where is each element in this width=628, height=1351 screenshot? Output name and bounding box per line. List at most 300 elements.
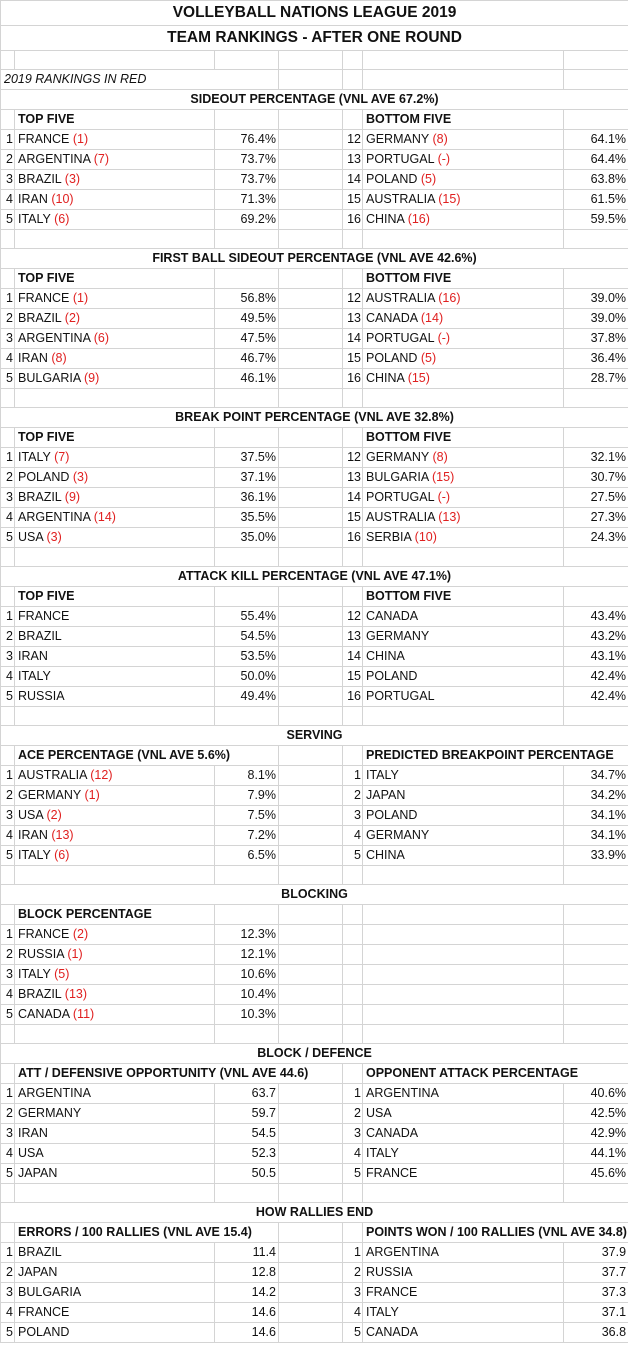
value-cell[interactable]: 30.7% bbox=[564, 468, 628, 488]
cell[interactable] bbox=[564, 707, 628, 726]
cell[interactable] bbox=[279, 846, 343, 866]
rank-cell[interactable]: 5 bbox=[343, 1164, 363, 1184]
rank-cell[interactable]: 5 bbox=[343, 1323, 363, 1343]
team-cell[interactable] bbox=[363, 1283, 564, 1303]
team-cell[interactable] bbox=[15, 369, 215, 389]
cell[interactable] bbox=[215, 269, 279, 289]
value-cell[interactable]: 7.2% bbox=[215, 826, 279, 846]
cell[interactable] bbox=[279, 70, 343, 90]
left-list-header[interactable]: TOP FIVE bbox=[15, 110, 215, 130]
cell[interactable] bbox=[279, 945, 343, 965]
team-cell[interactable] bbox=[363, 349, 564, 369]
cell[interactable] bbox=[564, 230, 628, 249]
rank-cell[interactable]: 2 bbox=[1, 468, 15, 488]
value-cell[interactable]: 49.5% bbox=[215, 309, 279, 329]
value-cell[interactable]: 59.7 bbox=[215, 1104, 279, 1124]
cell[interactable] bbox=[343, 866, 363, 885]
value-cell[interactable]: 42.5% bbox=[564, 1104, 628, 1124]
value-cell[interactable]: 10.6% bbox=[215, 965, 279, 985]
cell[interactable] bbox=[1, 1184, 15, 1203]
cell[interactable] bbox=[15, 389, 215, 408]
rank-cell[interactable]: 1 bbox=[343, 1243, 363, 1263]
team-cell[interactable] bbox=[15, 667, 215, 687]
value-cell[interactable]: 36.1% bbox=[215, 488, 279, 508]
rank-cell[interactable] bbox=[343, 945, 363, 965]
team-cell[interactable] bbox=[363, 329, 564, 349]
cell[interactable] bbox=[1, 1064, 15, 1084]
value-cell[interactable]: 71.3% bbox=[215, 190, 279, 210]
value-cell[interactable]: 37.5% bbox=[215, 448, 279, 468]
team-cell[interactable] bbox=[363, 945, 564, 965]
rank-cell[interactable]: 5 bbox=[1, 1005, 15, 1025]
value-cell[interactable]: 7.5% bbox=[215, 806, 279, 826]
rank-cell[interactable]: 13 bbox=[343, 309, 363, 329]
rank-cell[interactable]: 5 bbox=[1, 528, 15, 548]
cell[interactable] bbox=[279, 1184, 343, 1203]
rank-cell[interactable]: 12 bbox=[343, 448, 363, 468]
cell[interactable] bbox=[564, 1184, 628, 1203]
rank-cell[interactable]: 3 bbox=[1, 329, 15, 349]
rank-cell[interactable]: 3 bbox=[343, 1283, 363, 1303]
cell[interactable] bbox=[215, 70, 279, 90]
rank-cell[interactable]: 5 bbox=[1, 1323, 15, 1343]
rank-cell[interactable]: 2 bbox=[1, 309, 15, 329]
cell[interactable] bbox=[363, 1025, 564, 1044]
team-cell[interactable] bbox=[15, 806, 215, 826]
cell[interactable] bbox=[1, 230, 15, 249]
rank-cell[interactable]: 4 bbox=[343, 1144, 363, 1164]
cell[interactable] bbox=[215, 428, 279, 448]
value-cell[interactable]: 34.1% bbox=[564, 826, 628, 846]
value-cell[interactable]: 36.4% bbox=[564, 349, 628, 369]
value-cell[interactable]: 37.3 bbox=[564, 1283, 628, 1303]
team-cell[interactable] bbox=[363, 627, 564, 647]
cell[interactable] bbox=[15, 866, 215, 885]
cell[interactable] bbox=[1, 428, 15, 448]
cell[interactable] bbox=[279, 1283, 343, 1303]
cell[interactable] bbox=[1, 1223, 15, 1243]
rank-cell[interactable]: 4 bbox=[1, 985, 15, 1005]
section-title[interactable]: BLOCKING bbox=[1, 885, 628, 905]
rank-cell[interactable]: 5 bbox=[1, 369, 15, 389]
rank-cell[interactable]: 13 bbox=[343, 468, 363, 488]
value-cell[interactable]: 43.1% bbox=[564, 647, 628, 667]
value-cell[interactable]: 40.6% bbox=[564, 1084, 628, 1104]
team-cell[interactable] bbox=[15, 687, 215, 707]
value-cell[interactable] bbox=[564, 925, 628, 945]
cell[interactable] bbox=[564, 905, 628, 925]
cell[interactable] bbox=[279, 528, 343, 548]
rank-cell[interactable]: 2 bbox=[1, 945, 15, 965]
rank-cell[interactable]: 15 bbox=[343, 667, 363, 687]
cell[interactable] bbox=[279, 190, 343, 210]
team-cell[interactable] bbox=[15, 1005, 215, 1025]
left-list-header[interactable]: BLOCK PERCENTAGE bbox=[15, 905, 215, 925]
team-cell[interactable] bbox=[15, 985, 215, 1005]
rank-cell[interactable]: 1 bbox=[1, 925, 15, 945]
rank-cell[interactable]: 1 bbox=[1, 130, 15, 150]
team-cell[interactable] bbox=[15, 965, 215, 985]
team-cell[interactable] bbox=[363, 925, 564, 945]
rank-cell[interactable]: 5 bbox=[1, 687, 15, 707]
cell[interactable] bbox=[279, 1303, 343, 1323]
cell[interactable] bbox=[279, 1084, 343, 1104]
value-cell[interactable]: 12.8 bbox=[215, 1263, 279, 1283]
cell[interactable] bbox=[564, 428, 628, 448]
cell[interactable] bbox=[215, 1184, 279, 1203]
team-cell[interactable] bbox=[363, 1084, 564, 1104]
cell[interactable] bbox=[15, 230, 215, 249]
team-cell[interactable] bbox=[15, 925, 215, 945]
value-cell[interactable]: 47.5% bbox=[215, 329, 279, 349]
cell[interactable] bbox=[15, 1184, 215, 1203]
cell[interactable] bbox=[279, 627, 343, 647]
team-cell[interactable] bbox=[15, 846, 215, 866]
rank-cell[interactable]: 3 bbox=[1, 1283, 15, 1303]
team-cell[interactable] bbox=[363, 468, 564, 488]
team-cell[interactable] bbox=[15, 786, 215, 806]
left-list-header[interactable]: ACE PERCENTAGE (VNL AVE 5.6%) bbox=[15, 746, 279, 766]
cell[interactable] bbox=[363, 51, 564, 70]
team-cell[interactable] bbox=[363, 687, 564, 707]
rank-cell[interactable]: 2 bbox=[1, 1263, 15, 1283]
value-cell[interactable]: 32.1% bbox=[564, 448, 628, 468]
cell[interactable] bbox=[279, 707, 343, 726]
cell[interactable] bbox=[279, 985, 343, 1005]
cell[interactable] bbox=[1, 1025, 15, 1044]
cell[interactable] bbox=[1, 587, 15, 607]
rank-cell[interactable] bbox=[343, 925, 363, 945]
left-list-header[interactable]: TOP FIVE bbox=[15, 428, 215, 448]
team-cell[interactable] bbox=[15, 150, 215, 170]
team-cell[interactable] bbox=[15, 1164, 215, 1184]
value-cell[interactable]: 37.9 bbox=[564, 1243, 628, 1263]
team-cell[interactable] bbox=[15, 1144, 215, 1164]
rank-cell[interactable]: 15 bbox=[343, 190, 363, 210]
value-cell[interactable]: 42.9% bbox=[564, 1124, 628, 1144]
section-title[interactable]: HOW RALLIES END bbox=[1, 1203, 628, 1223]
cell[interactable] bbox=[363, 707, 564, 726]
value-cell[interactable]: 14.2 bbox=[215, 1283, 279, 1303]
cell[interactable] bbox=[1, 269, 15, 289]
team-cell[interactable] bbox=[363, 289, 564, 309]
team-cell[interactable] bbox=[15, 329, 215, 349]
rank-cell[interactable]: 15 bbox=[343, 508, 363, 528]
value-cell[interactable]: 42.4% bbox=[564, 667, 628, 687]
cell[interactable] bbox=[279, 488, 343, 508]
left-list-header[interactable]: TOP FIVE bbox=[15, 269, 215, 289]
cell[interactable] bbox=[279, 687, 343, 707]
value-cell[interactable]: 73.7% bbox=[215, 170, 279, 190]
team-cell[interactable] bbox=[15, 1283, 215, 1303]
cell[interactable] bbox=[279, 468, 343, 488]
cell[interactable] bbox=[279, 51, 343, 70]
value-cell[interactable]: 43.2% bbox=[564, 627, 628, 647]
rank-cell[interactable]: 4 bbox=[343, 826, 363, 846]
team-cell[interactable] bbox=[363, 806, 564, 826]
cell[interactable] bbox=[279, 150, 343, 170]
value-cell[interactable]: 64.4% bbox=[564, 150, 628, 170]
rank-cell[interactable]: 12 bbox=[343, 607, 363, 627]
cell[interactable] bbox=[279, 1144, 343, 1164]
right-list-header[interactable]: PREDICTED BREAKPOINT PERCENTAGE bbox=[363, 746, 628, 766]
cell[interactable] bbox=[15, 548, 215, 567]
team-cell[interactable] bbox=[363, 1303, 564, 1323]
team-cell[interactable] bbox=[363, 130, 564, 150]
value-cell[interactable] bbox=[564, 965, 628, 985]
cell[interactable] bbox=[564, 269, 628, 289]
sheet-title[interactable]: VOLLEYBALL NATIONS LEAGUE 2019 bbox=[1, 1, 628, 26]
rank-cell[interactable]: 3 bbox=[1, 965, 15, 985]
cell[interactable] bbox=[343, 428, 363, 448]
value-cell[interactable]: 55.4% bbox=[215, 607, 279, 627]
cell[interactable] bbox=[279, 905, 343, 925]
rank-cell[interactable]: 2 bbox=[343, 1263, 363, 1283]
value-cell[interactable]: 6.5% bbox=[215, 846, 279, 866]
team-cell[interactable] bbox=[363, 170, 564, 190]
cell[interactable] bbox=[343, 707, 363, 726]
rank-cell[interactable]: 2 bbox=[1, 786, 15, 806]
team-cell[interactable] bbox=[363, 309, 564, 329]
team-cell[interactable] bbox=[15, 448, 215, 468]
rank-cell[interactable]: 4 bbox=[1, 508, 15, 528]
right-list-header[interactable]: POINTS WON / 100 RALLIES (VNL AVE 34.8) bbox=[363, 1223, 628, 1243]
team-cell[interactable] bbox=[15, 309, 215, 329]
rank-cell[interactable] bbox=[343, 985, 363, 1005]
value-cell[interactable]: 45.6% bbox=[564, 1164, 628, 1184]
cell[interactable] bbox=[1, 110, 15, 130]
value-cell[interactable]: 35.5% bbox=[215, 508, 279, 528]
cell[interactable] bbox=[279, 170, 343, 190]
cell[interactable] bbox=[279, 925, 343, 945]
cell[interactable] bbox=[279, 1164, 343, 1184]
team-cell[interactable] bbox=[15, 1084, 215, 1104]
rank-cell[interactable]: 16 bbox=[343, 687, 363, 707]
team-cell[interactable] bbox=[363, 1005, 564, 1025]
cell[interactable] bbox=[215, 548, 279, 567]
rank-cell[interactable]: 2 bbox=[1, 150, 15, 170]
cell[interactable] bbox=[343, 269, 363, 289]
team-cell[interactable] bbox=[363, 1323, 564, 1343]
team-cell[interactable] bbox=[15, 488, 215, 508]
cell[interactable] bbox=[279, 230, 343, 249]
value-cell[interactable] bbox=[564, 945, 628, 965]
cell[interactable] bbox=[343, 1184, 363, 1203]
rank-cell[interactable]: 14 bbox=[343, 170, 363, 190]
cell[interactable] bbox=[279, 806, 343, 826]
cell[interactable] bbox=[564, 70, 628, 90]
cell[interactable] bbox=[279, 548, 343, 567]
left-list-header[interactable]: ATT / DEFENSIVE OPPORTUNITY (VNL AVE 44.6) bbox=[15, 1064, 343, 1084]
team-cell[interactable] bbox=[363, 190, 564, 210]
cell[interactable] bbox=[343, 905, 363, 925]
value-cell[interactable]: 34.2% bbox=[564, 786, 628, 806]
team-cell[interactable] bbox=[363, 1124, 564, 1144]
team-cell[interactable] bbox=[363, 965, 564, 985]
cell[interactable] bbox=[215, 866, 279, 885]
rank-cell[interactable]: 5 bbox=[1, 1164, 15, 1184]
cell[interactable] bbox=[1, 707, 15, 726]
cell[interactable] bbox=[564, 548, 628, 567]
team-cell[interactable] bbox=[363, 508, 564, 528]
rank-cell[interactable]: 1 bbox=[1, 766, 15, 786]
team-cell[interactable] bbox=[15, 1124, 215, 1144]
left-list-header[interactable]: TOP FIVE bbox=[15, 587, 215, 607]
cell[interactable] bbox=[279, 289, 343, 309]
team-cell[interactable] bbox=[15, 1303, 215, 1323]
value-cell[interactable]: 34.1% bbox=[564, 806, 628, 826]
rank-cell[interactable]: 4 bbox=[1, 667, 15, 687]
rank-cell[interactable]: 5 bbox=[1, 210, 15, 230]
cell[interactable] bbox=[279, 1025, 343, 1044]
value-cell[interactable]: 37.7 bbox=[564, 1263, 628, 1283]
cell[interactable] bbox=[343, 746, 363, 766]
rank-cell[interactable]: 12 bbox=[343, 130, 363, 150]
value-cell[interactable]: 11.4 bbox=[215, 1243, 279, 1263]
cell[interactable] bbox=[343, 230, 363, 249]
cell[interactable] bbox=[363, 548, 564, 567]
value-cell[interactable]: 69.2% bbox=[215, 210, 279, 230]
team-cell[interactable] bbox=[15, 289, 215, 309]
rank-cell[interactable]: 12 bbox=[343, 289, 363, 309]
rank-cell[interactable]: 3 bbox=[1, 1124, 15, 1144]
value-cell[interactable]: 14.6 bbox=[215, 1323, 279, 1343]
left-list-header[interactable]: ERRORS / 100 RALLIES (VNL AVE 15.4) bbox=[15, 1223, 279, 1243]
cell[interactable] bbox=[279, 746, 343, 766]
cell[interactable] bbox=[15, 51, 215, 70]
cell[interactable] bbox=[279, 110, 343, 130]
value-cell[interactable]: 24.3% bbox=[564, 528, 628, 548]
rank-cell[interactable]: 13 bbox=[343, 150, 363, 170]
rank-cell[interactable] bbox=[343, 965, 363, 985]
cell[interactable] bbox=[279, 369, 343, 389]
value-cell[interactable]: 43.4% bbox=[564, 607, 628, 627]
cell[interactable] bbox=[564, 1025, 628, 1044]
value-cell[interactable]: 12.1% bbox=[215, 945, 279, 965]
rank-cell[interactable]: 14 bbox=[343, 329, 363, 349]
team-cell[interactable] bbox=[363, 766, 564, 786]
cell[interactable] bbox=[279, 1243, 343, 1263]
cell[interactable] bbox=[279, 667, 343, 687]
value-cell[interactable]: 12.3% bbox=[215, 925, 279, 945]
team-cell[interactable] bbox=[15, 766, 215, 786]
cell[interactable] bbox=[279, 1005, 343, 1025]
value-cell[interactable]: 7.9% bbox=[215, 786, 279, 806]
value-cell[interactable]: 28.7% bbox=[564, 369, 628, 389]
right-list-header[interactable]: BOTTOM FIVE bbox=[363, 269, 564, 289]
rank-cell[interactable]: 3 bbox=[343, 806, 363, 826]
cell[interactable] bbox=[343, 70, 363, 90]
value-cell[interactable]: 61.5% bbox=[564, 190, 628, 210]
value-cell[interactable]: 35.0% bbox=[215, 528, 279, 548]
team-cell[interactable] bbox=[363, 1263, 564, 1283]
value-cell[interactable]: 27.5% bbox=[564, 488, 628, 508]
cell[interactable] bbox=[279, 766, 343, 786]
cell[interactable] bbox=[564, 51, 628, 70]
value-cell[interactable]: 46.1% bbox=[215, 369, 279, 389]
cell[interactable] bbox=[279, 965, 343, 985]
cell[interactable] bbox=[279, 866, 343, 885]
section-title[interactable]: SERVING bbox=[1, 726, 628, 746]
cell[interactable] bbox=[15, 1025, 215, 1044]
cell[interactable] bbox=[363, 1184, 564, 1203]
cell[interactable] bbox=[343, 587, 363, 607]
right-list-header[interactable]: BOTTOM FIVE bbox=[363, 428, 564, 448]
team-cell[interactable] bbox=[363, 985, 564, 1005]
cell[interactable] bbox=[279, 508, 343, 528]
team-cell[interactable] bbox=[363, 667, 564, 687]
cell[interactable] bbox=[343, 1025, 363, 1044]
team-cell[interactable] bbox=[15, 170, 215, 190]
rank-cell[interactable]: 3 bbox=[1, 647, 15, 667]
team-cell[interactable] bbox=[363, 369, 564, 389]
rank-cell[interactable]: 1 bbox=[1, 448, 15, 468]
rank-cell[interactable]: 1 bbox=[1, 607, 15, 627]
section-title[interactable]: BLOCK / DEFENCE bbox=[1, 1044, 628, 1064]
team-cell[interactable] bbox=[363, 1164, 564, 1184]
team-cell[interactable] bbox=[363, 607, 564, 627]
rank-cell[interactable]: 2 bbox=[1, 627, 15, 647]
value-cell[interactable]: 37.1% bbox=[215, 468, 279, 488]
team-cell[interactable] bbox=[363, 448, 564, 468]
value-cell[interactable]: 8.1% bbox=[215, 766, 279, 786]
cell[interactable] bbox=[363, 866, 564, 885]
rank-cell[interactable]: 4 bbox=[1, 1303, 15, 1323]
cell[interactable] bbox=[564, 110, 628, 130]
team-cell[interactable] bbox=[363, 647, 564, 667]
value-cell[interactable]: 53.5% bbox=[215, 647, 279, 667]
value-cell[interactable]: 33.9% bbox=[564, 846, 628, 866]
rank-cell[interactable]: 16 bbox=[343, 528, 363, 548]
rank-cell[interactable]: 4 bbox=[1, 190, 15, 210]
team-cell[interactable] bbox=[15, 1323, 215, 1343]
team-cell[interactable] bbox=[15, 190, 215, 210]
cell[interactable] bbox=[279, 1104, 343, 1124]
right-list-header[interactable]: BOTTOM FIVE bbox=[363, 587, 564, 607]
value-cell[interactable]: 42.4% bbox=[564, 687, 628, 707]
cell[interactable] bbox=[279, 1124, 343, 1144]
team-cell[interactable] bbox=[363, 1144, 564, 1164]
cell[interactable] bbox=[279, 1223, 343, 1243]
cell[interactable] bbox=[279, 210, 343, 230]
cell[interactable] bbox=[215, 230, 279, 249]
value-cell[interactable] bbox=[564, 1005, 628, 1025]
value-cell[interactable]: 10.3% bbox=[215, 1005, 279, 1025]
value-cell[interactable]: 64.1% bbox=[564, 130, 628, 150]
value-cell[interactable]: 54.5% bbox=[215, 627, 279, 647]
rank-cell[interactable]: 1 bbox=[343, 766, 363, 786]
cell[interactable] bbox=[15, 707, 215, 726]
rank-cell[interactable]: 3 bbox=[343, 1124, 363, 1144]
team-cell[interactable] bbox=[363, 210, 564, 230]
team-cell[interactable] bbox=[15, 130, 215, 150]
section-title[interactable]: FIRST BALL SIDEOUT PERCENTAGE (VNL AVE 42.6%) bbox=[1, 249, 628, 269]
rank-cell[interactable]: 4 bbox=[1, 826, 15, 846]
cell[interactable] bbox=[215, 51, 279, 70]
value-cell[interactable]: 49.4% bbox=[215, 687, 279, 707]
team-cell[interactable] bbox=[15, 647, 215, 667]
team-cell[interactable] bbox=[15, 508, 215, 528]
cell[interactable] bbox=[279, 130, 343, 150]
cell[interactable] bbox=[363, 389, 564, 408]
value-cell[interactable]: 59.5% bbox=[564, 210, 628, 230]
team-cell[interactable] bbox=[363, 786, 564, 806]
value-cell[interactable]: 37.1 bbox=[564, 1303, 628, 1323]
value-cell[interactable]: 54.5 bbox=[215, 1124, 279, 1144]
value-cell[interactable]: 56.8% bbox=[215, 289, 279, 309]
value-cell[interactable]: 50.5 bbox=[215, 1164, 279, 1184]
right-list-header[interactable]: BOTTOM FIVE bbox=[363, 110, 564, 130]
